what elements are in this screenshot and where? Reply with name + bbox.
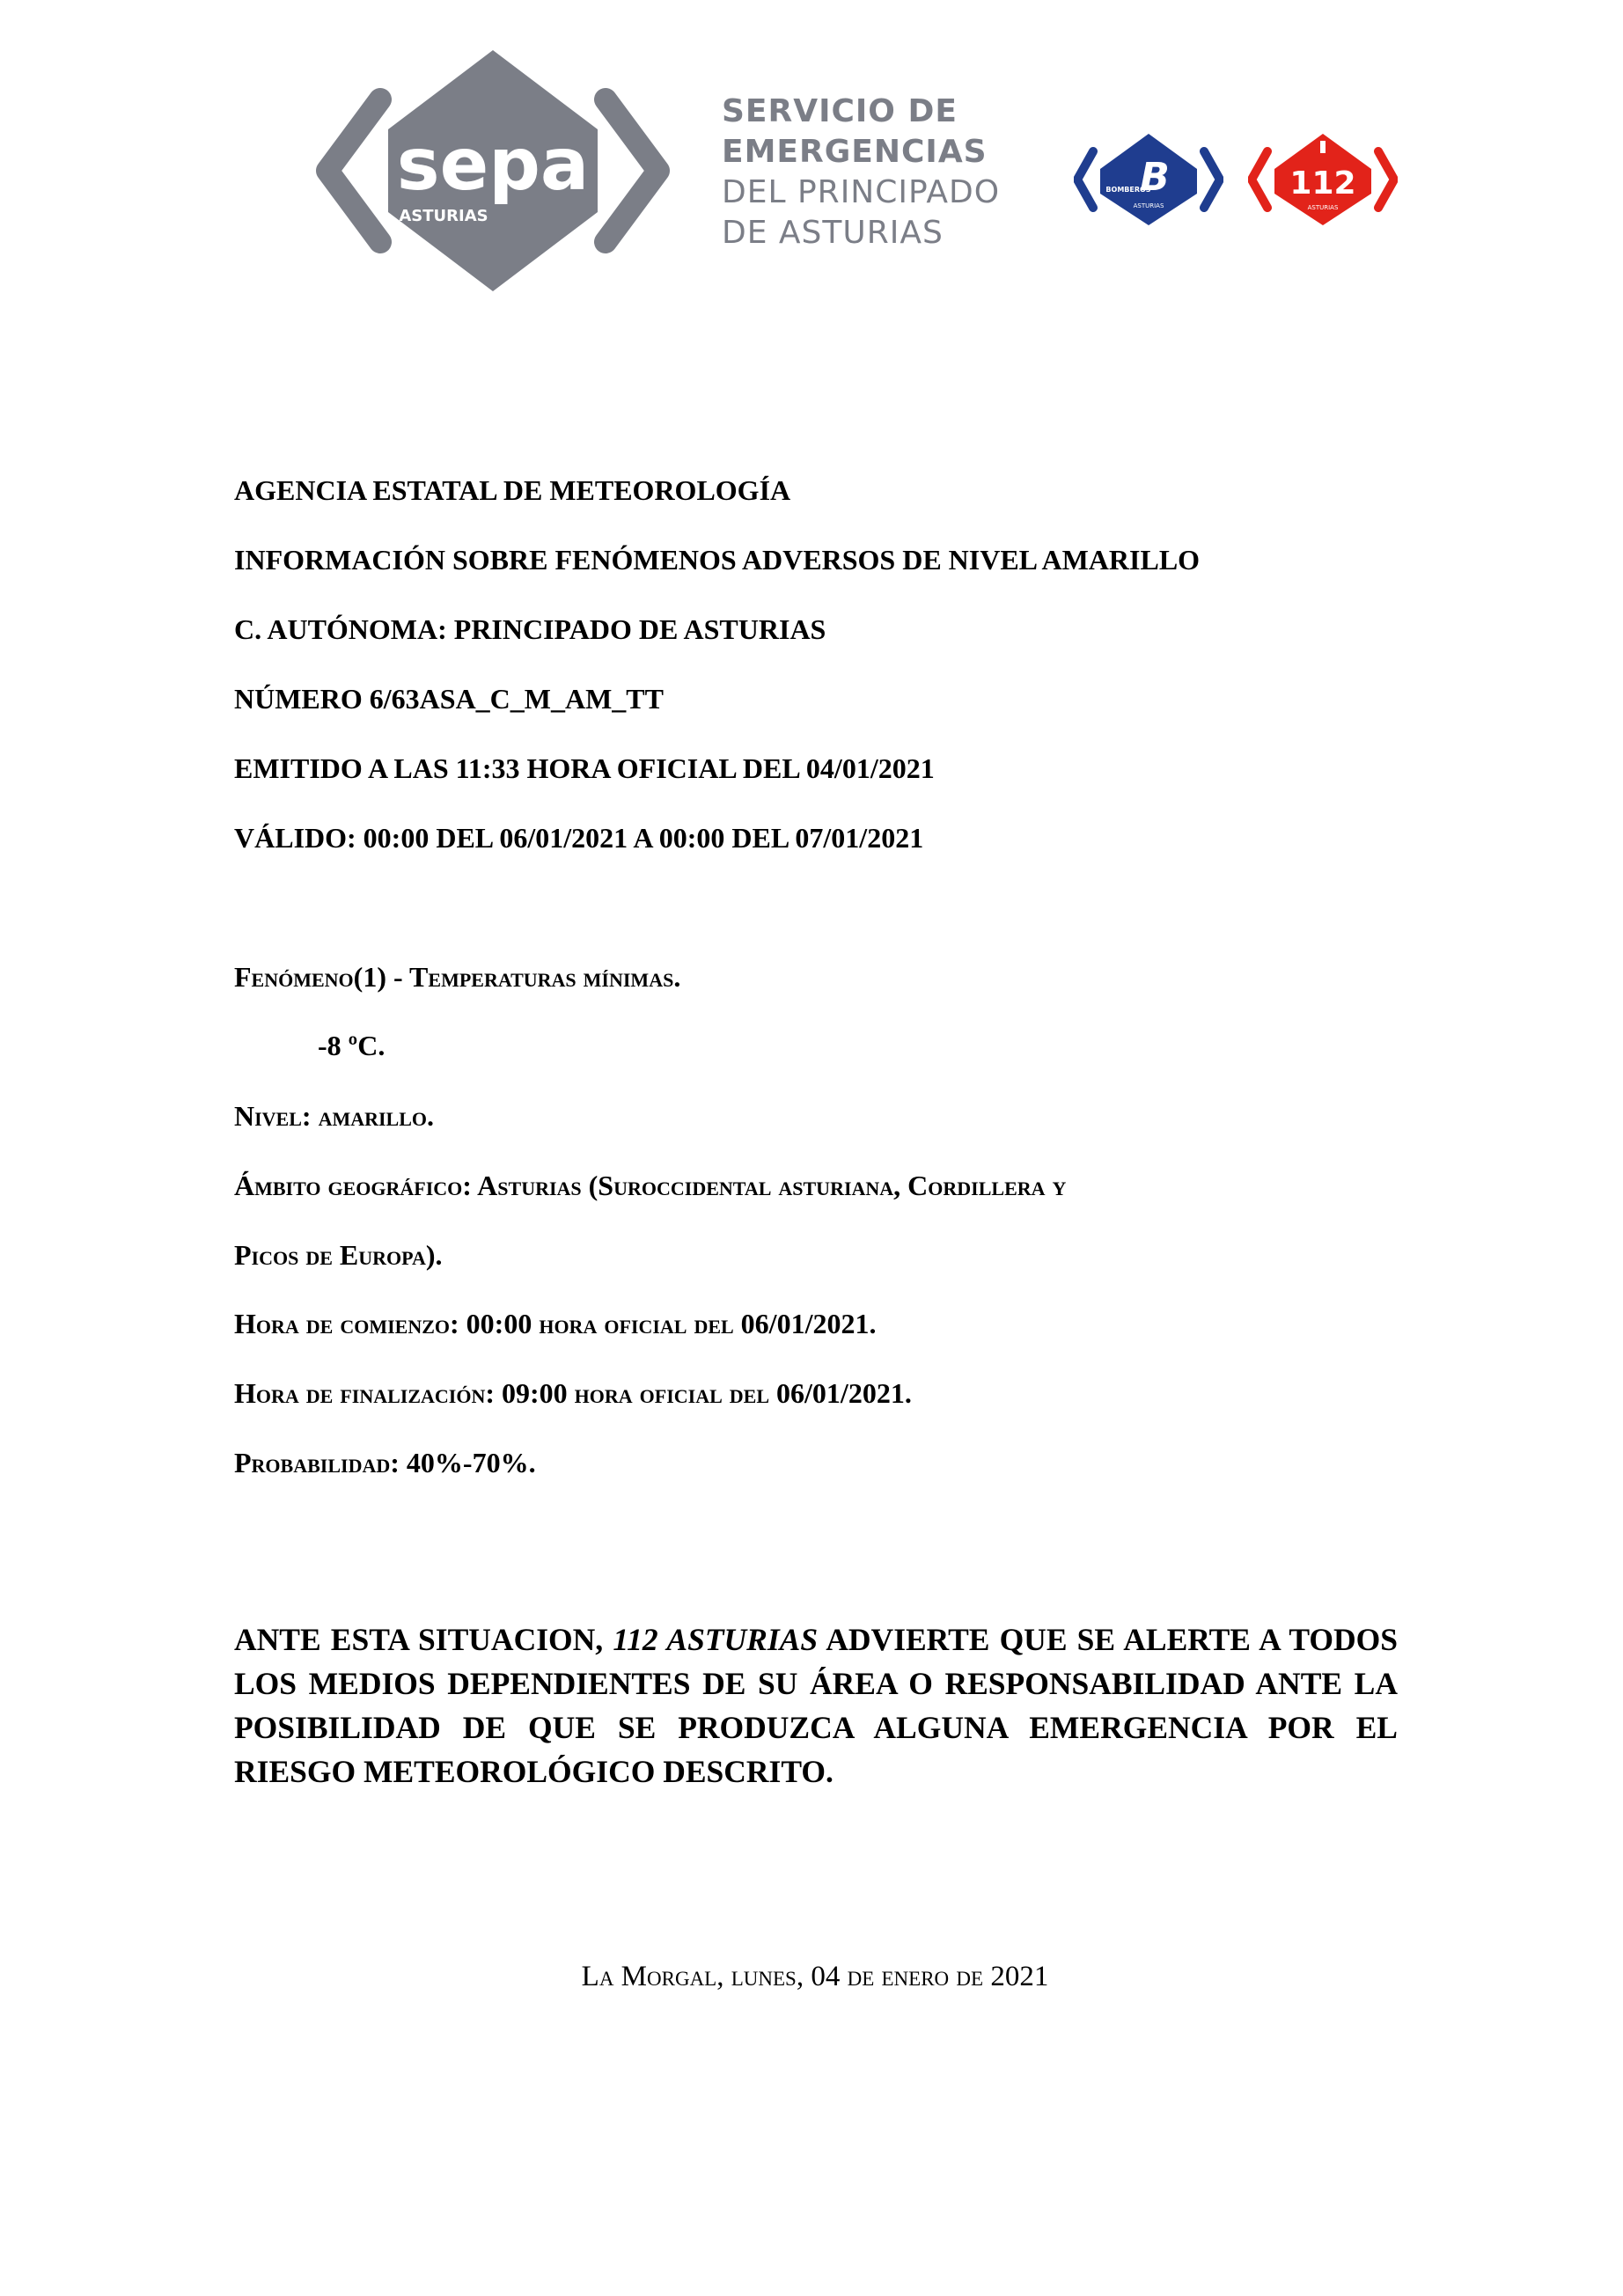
area-line-1: Ámbito geográfico: Asturias (Suroccidental asturiana, Cordillera y [234,1170,1067,1201]
warning-text-1: ANTE ESTA SITUACION, [234,1622,604,1657]
service-name [722,92,1000,253]
svg-text:ASTURIAS: ASTURIAS [399,207,488,225]
svg-text:112: 112 [1289,165,1356,202]
info-heading: INFORMACIÓN SOBRE FENÓMENOS ADVERSOS DE NIVEL AMARILLO [234,544,1201,576]
service-line-2: EMERGENCIAS [722,134,988,170]
valid-heading: VÁLIDO: 00:00 DEL 06/01/2021 A 00:00 DEL 07/01/2021 [234,822,924,854]
region-heading: C. AUTÓNOMA: PRINCIPADO DE ASTURIAS [234,613,826,645]
area-line-2: Picos de Europa). [234,1239,443,1271]
phenomenon-title: Fenómeno(1) - Temperaturas mínimas. [234,961,681,993]
warning-paragraph [234,1617,1398,1794]
logo-112 [1248,130,1398,229]
start-time-line: Hora de comienzo: 00:00 hora oficial del 06/01/2021. [234,1308,877,1339]
number-heading: NÚMERO 6/63ASA_C_M_AM_TT [234,683,664,715]
probability-value: 40%-70%. [406,1447,536,1478]
bomberos-logo [1074,130,1223,229]
agency-heading: AGENCIA ESTATAL DE METEOROLOGÍA [234,474,791,506]
service-line-3: DEL PRINCIPADO [722,174,1001,210]
place-date: La Morgal, lunes, 04 de enero de 2021 [581,1961,1049,1992]
sepa-logo [312,48,674,293]
end-time-line: Hora de finalización: 09:00 hora oficial del 06/01/2021. [234,1377,912,1409]
letterhead [0,0,1623,317]
temperature-value: -8 ºC. [318,1030,386,1061]
svg-text:B: B [1140,155,1170,200]
svg-text:ASTURIAS: ASTURIAS [1133,202,1164,209]
svg-text:ASTURIAS: ASTURIAS [1307,204,1339,211]
svg-text:sepa: sepa [396,123,590,207]
service-line-4: DE ASTURIAS [722,215,944,251]
level-line: Nivel: amarillo. [234,1100,435,1132]
warning-emphasis: 112 ASTURIAS [613,1622,819,1657]
warning-text-2: ADVIERTE QUE SE ALERTE A TODOS LOS MEDIOS DEPENDIENTES DE SU ÁREA O RESPONSABILIDAD ANTE LA POSIBILIDAD DE QUE SE PRODUZCA ALGUNA EMERGENCIA POR EL RIESGO METEOROLÓGICO DESCRITO. [234,1622,1398,1789]
service-line-1: SERVICIO DE [722,93,958,129]
issued-heading: EMITIDO A LAS 11:33 HORA OFICIAL DEL 04/01/2021 [234,752,935,784]
probability-label: Probabilidad: [234,1447,400,1478]
svg-text:BOMBEROS: BOMBEROS [1105,186,1151,194]
probability-line [234,1447,536,1479]
